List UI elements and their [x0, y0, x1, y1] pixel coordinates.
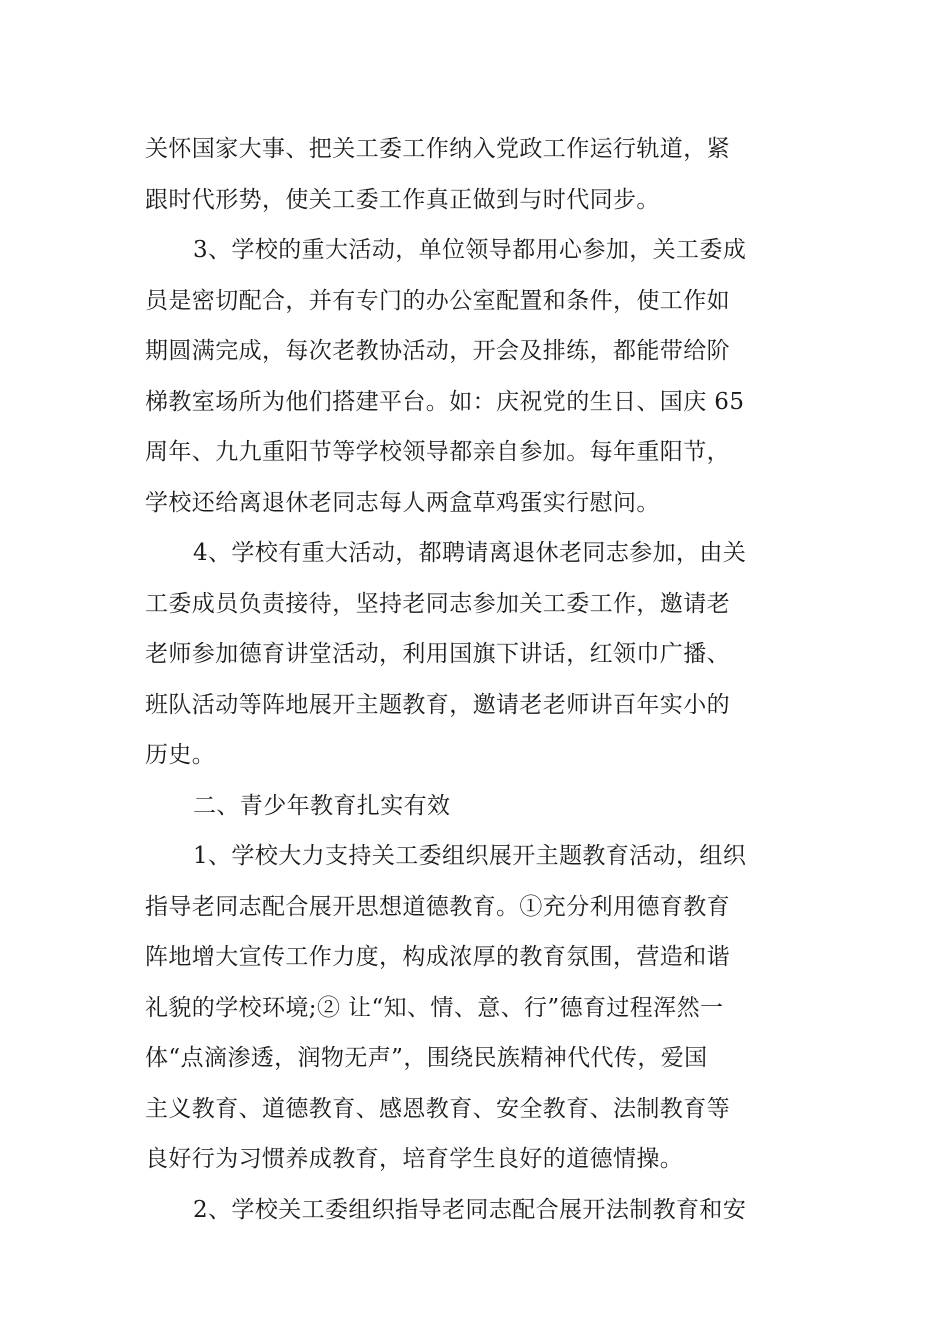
paragraph-line: 老师参加德育讲堂活动，利用国旗下讲话，红领巾广播、 [145, 641, 730, 667]
paragraph-line: 2、学校关工委组织指导老同志配合展开法制教育和安 [193, 1197, 747, 1223]
paragraph-line: 礼貌的学校环境;② 让“知、情、意、行”德育过程浑然一 [145, 995, 724, 1021]
paragraph-line: 周年、九九重阳节等学校领导都亲自参加。每年重阳节， [145, 439, 730, 465]
paragraph-line: 员是密切配合，并有专门的办公室配置和条件，使工作如 [145, 288, 730, 314]
paragraph-line: 3、学校的重大活动，单位领导都用心参加，关工委成 [193, 237, 747, 263]
paragraph-line: 1、学校大力支持关工委组织展开主题教育活动，组织 [193, 843, 747, 869]
paragraph-line: 期圆满完成，每次老教协活动，开会及排练，都能带给阶 [145, 338, 730, 364]
paragraph-line: 工委成员负责接待，坚持老同志参加关工委工作，邀请老 [145, 591, 730, 617]
paragraph-line: 体“点滴渗透，润物无声”，围绕民族精神代代传，爱国 [145, 1045, 708, 1071]
paragraph-line: 良好行为习惯养成教育，培育学生良好的道德情操。 [145, 1146, 684, 1172]
paragraph-line: 历史。 [145, 742, 216, 768]
paragraph-line: 主义教育、道德教育、感恩教育、安全教育、法制教育等 [145, 1096, 730, 1122]
paragraph-line: 阵地增大宣传工作力度，构成浓厚的教育氛围，营造和谐 [145, 944, 730, 970]
paragraph-line: 学校还给离退休老同志每人两盒草鸡蛋实行慰问。 [145, 490, 660, 516]
paragraph-line: 跟时代形势，使关工委工作真正做到与时代同步。 [145, 187, 660, 213]
paragraph-line: 关怀国家大事、把关工委工作纳入党政工作运行轨道，紧 [145, 136, 730, 162]
paragraph-line: 梯教室场所为他们搭建平台。如：庆祝党的生日、国庆 65 [145, 389, 745, 415]
paragraph-line: 4、学校有重大活动，都聘请离退休老同志参加，由关 [193, 540, 747, 566]
paragraph-line: 指导老同志配合展开思想道德教育。①充分利用德育教育 [145, 894, 730, 920]
paragraph-line: 班队活动等阵地展开主题教育，邀请老老师讲百年实小的 [145, 692, 730, 718]
section-heading: 二、青少年教育扎实有效 [193, 793, 451, 819]
